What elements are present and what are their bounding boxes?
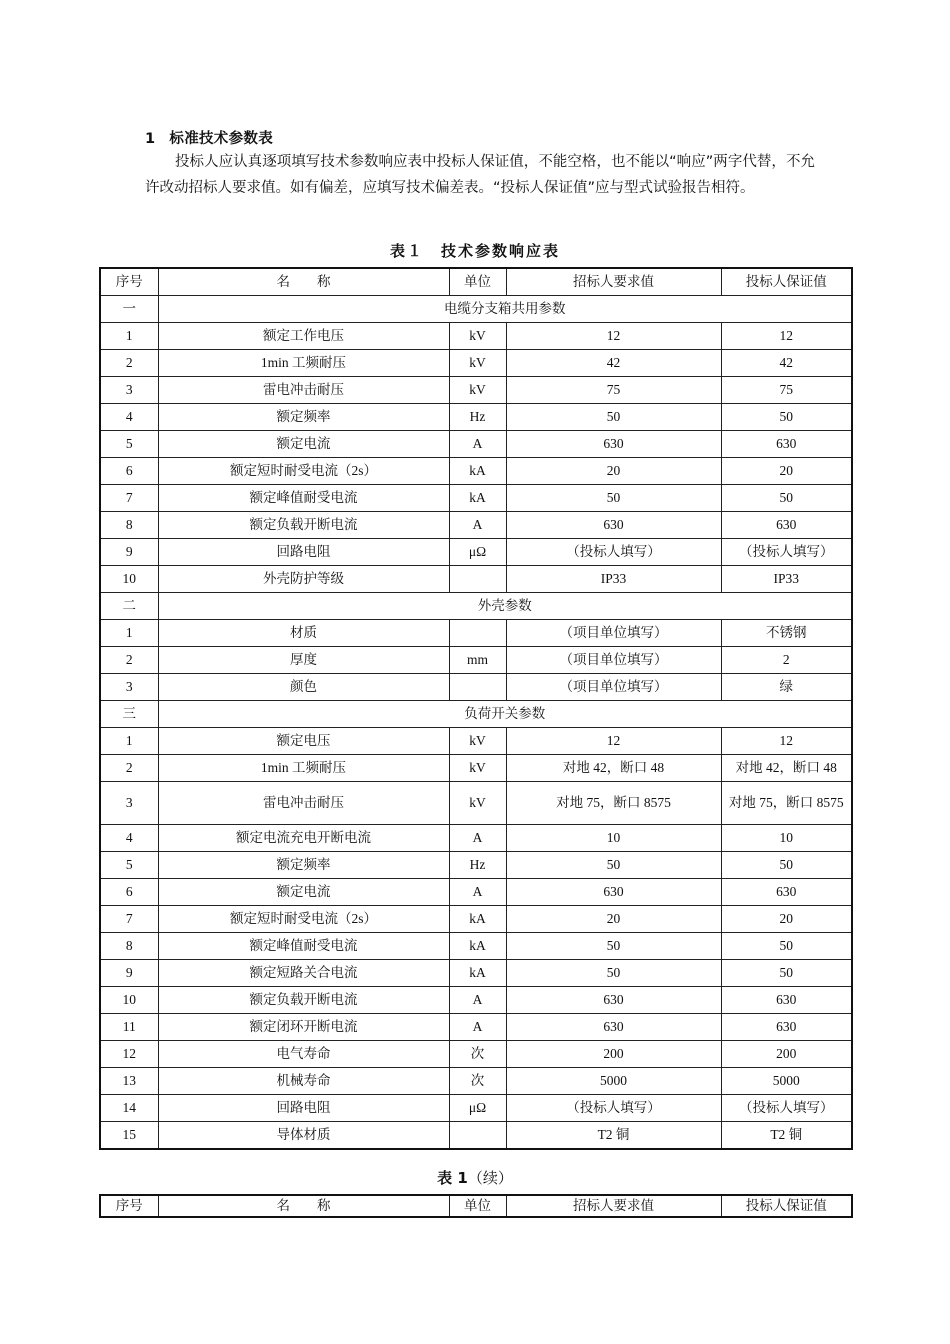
cell-guaranteed-value: 630 — [721, 987, 852, 1014]
cell-guaranteed-value: 20 — [721, 458, 852, 485]
cell-unit — [449, 1122, 506, 1150]
cell-guaranteed-value: 12 — [721, 323, 852, 350]
cell-unit: A — [449, 987, 506, 1014]
cell-name: 1min 工频耐压 — [158, 755, 449, 782]
table-row — [100, 566, 852, 593]
cell-name: 机械寿命 — [158, 1068, 449, 1095]
group-row — [100, 701, 852, 728]
cell-required-value: IP33 — [506, 566, 721, 593]
group-title: 负荷开关参数 — [158, 701, 852, 728]
header-guaranteed-value: 投标人保证值 — [721, 1195, 852, 1217]
intro-paragraph: 投标人应认真逐项填写技术参数响应表中投标人保证值，不能空格，也不能以“响应”两字代替，不允许改动招标人要求值。如有偏差，应填写技术偏差表。“投标人保证值”应与型式试验报告相符。 — [145, 154, 815, 196]
cell-name: 雷电冲击耐压 — [158, 377, 449, 404]
cell-guaranteed-value: 630 — [721, 879, 852, 906]
cell-name: 额定频率 — [158, 404, 449, 431]
cell-index: 8 — [100, 512, 158, 539]
header-required-value: 招标人要求值 — [506, 1195, 721, 1217]
cell-name: 回路电阻 — [158, 1095, 449, 1122]
table-row — [100, 987, 852, 1014]
cell-guaranteed-value: 20 — [721, 906, 852, 933]
cell-index: 8 — [100, 933, 158, 960]
cell-index: 10 — [100, 566, 158, 593]
cell-guaranteed-value: 630 — [721, 512, 852, 539]
cell-name: 材质 — [158, 620, 449, 647]
cell-unit: Hz — [449, 852, 506, 879]
table-row — [100, 1068, 852, 1095]
cell-index: 3 — [100, 782, 158, 825]
cell-guaranteed-value: 630 — [721, 431, 852, 458]
table-row — [100, 906, 852, 933]
cell-unit: kA — [449, 906, 506, 933]
table-row — [100, 1014, 852, 1041]
table-row — [100, 431, 852, 458]
cell-unit: kV — [449, 323, 506, 350]
cell-name: 额定峰值耐受电流 — [158, 485, 449, 512]
table-row — [100, 852, 852, 879]
cell-required-value: （项目单位填写） — [506, 647, 721, 674]
cell-index: 1 — [100, 323, 158, 350]
table-row — [100, 1041, 852, 1068]
cell-name: 1min 工频耐压 — [158, 350, 449, 377]
cell-name: 额定负载开断电流 — [158, 512, 449, 539]
cell-unit: kV — [449, 728, 506, 755]
table-row — [100, 879, 852, 906]
cell-required-value: 对地 75，断口 8575 — [506, 782, 721, 825]
cell-required-value: （项目单位填写） — [506, 674, 721, 701]
table-row — [100, 512, 852, 539]
section-heading — [145, 127, 273, 148]
cell-name: 电气寿命 — [158, 1041, 449, 1068]
cell-unit — [449, 674, 506, 701]
table-row — [100, 458, 852, 485]
technical-parameter-table-continued — [99, 1194, 853, 1218]
cell-unit: A — [449, 1014, 506, 1041]
cell-name: 额定短时耐受电流（2s） — [158, 458, 449, 485]
table-caption: 表１ 技术参数响应表 — [389, 242, 560, 260]
cell-required-value: 50 — [506, 404, 721, 431]
cell-index: 9 — [100, 960, 158, 987]
cell-required-value: 20 — [506, 458, 721, 485]
cell-index: 4 — [100, 825, 158, 852]
cell-index: 9 — [100, 539, 158, 566]
cell-guaranteed-value: 对地 75，断口 8575 — [721, 782, 852, 825]
cell-guaranteed-value: 50 — [721, 933, 852, 960]
cell-guaranteed-value: 50 — [721, 485, 852, 512]
cell-unit: mm — [449, 647, 506, 674]
cell-required-value: 630 — [506, 1014, 721, 1041]
header-name: 名 称 — [158, 268, 449, 296]
cell-unit: A — [449, 431, 506, 458]
cell-guaranteed-value: 5000 — [721, 1068, 852, 1095]
table-row — [100, 1122, 852, 1150]
cell-index: 11 — [100, 1014, 158, 1041]
cell-name: 导体材质 — [158, 1122, 449, 1150]
group-title: 外壳参数 — [158, 593, 852, 620]
table-header-row — [100, 1195, 852, 1217]
cell-index: 15 — [100, 1122, 158, 1150]
table-row — [100, 960, 852, 987]
table-row — [100, 755, 852, 782]
cell-required-value: 50 — [506, 852, 721, 879]
table-row — [100, 350, 852, 377]
cell-required-value: （投标人填写） — [506, 539, 721, 566]
cell-guaranteed-value: 50 — [721, 404, 852, 431]
header-index: 序号 — [100, 268, 158, 296]
table-row — [100, 539, 852, 566]
cell-name: 额定峰值耐受电流 — [158, 933, 449, 960]
cell-required-value: 630 — [506, 879, 721, 906]
cell-name: 雷电冲击耐压 — [158, 782, 449, 825]
cell-name: 外壳防护等级 — [158, 566, 449, 593]
cell-unit: kA — [449, 933, 506, 960]
header-guaranteed-value: 投标人保证值 — [721, 268, 852, 296]
group-title: 电缆分支箱共用参数 — [158, 296, 852, 323]
cell-required-value: T2 铜 — [506, 1122, 721, 1150]
cell-name: 额定闭环开断电流 — [158, 1014, 449, 1041]
cell-guaranteed-value: T2 铜 — [721, 1122, 852, 1150]
table-row — [100, 323, 852, 350]
cell-name: 颜色 — [158, 674, 449, 701]
header-unit: 单位 — [449, 268, 506, 296]
table-row — [100, 825, 852, 852]
cell-unit: kV — [449, 377, 506, 404]
cell-required-value: 12 — [506, 728, 721, 755]
table-header-row — [100, 268, 852, 296]
cell-guaranteed-value: （投标人填写） — [721, 1095, 852, 1122]
cell-unit: 次 — [449, 1041, 506, 1068]
cell-unit: kA — [449, 485, 506, 512]
cell-name: 厚度 — [158, 647, 449, 674]
group-index: 二 — [100, 593, 158, 620]
table-row — [100, 933, 852, 960]
table-row — [100, 647, 852, 674]
cell-unit: kA — [449, 960, 506, 987]
cell-unit: A — [449, 879, 506, 906]
cell-name: 回路电阻 — [158, 539, 449, 566]
cell-required-value: 200 — [506, 1041, 721, 1068]
cell-guaranteed-value: 对地 42，断口 48 — [721, 755, 852, 782]
cell-guaranteed-value: 10 — [721, 825, 852, 852]
cell-guaranteed-value: 630 — [721, 1014, 852, 1041]
cell-unit: 次 — [449, 1068, 506, 1095]
table-row — [100, 485, 852, 512]
technical-parameter-table — [99, 267, 853, 1150]
cell-unit: A — [449, 825, 506, 852]
cell-unit: Hz — [449, 404, 506, 431]
section-title: 标准技术参数表 — [169, 131, 273, 147]
cell-index: 2 — [100, 755, 158, 782]
header-unit: 单位 — [449, 1195, 506, 1217]
cell-required-value: 75 — [506, 377, 721, 404]
table-continued-caption-label: 表 1 — [437, 1169, 468, 1187]
cell-guaranteed-value: 200 — [721, 1041, 852, 1068]
header-required-value: 招标人要求值 — [506, 268, 721, 296]
section-number: 1 — [145, 131, 156, 147]
cell-unit: kV — [449, 782, 506, 825]
cell-index: 10 — [100, 987, 158, 1014]
cell-unit: μΩ — [449, 539, 506, 566]
cell-name: 额定短路关合电流 — [158, 960, 449, 987]
cell-index: 14 — [100, 1095, 158, 1122]
cell-index: 1 — [100, 728, 158, 755]
cell-guaranteed-value: 不锈钢 — [721, 620, 852, 647]
cell-name: 额定负载开断电流 — [158, 987, 449, 1014]
cell-index: 1 — [100, 620, 158, 647]
cell-index: 2 — [100, 647, 158, 674]
cell-required-value: 50 — [506, 933, 721, 960]
cell-unit: kA — [449, 458, 506, 485]
cell-required-value: 50 — [506, 960, 721, 987]
cell-required-value: 20 — [506, 906, 721, 933]
cell-required-value: 42 — [506, 350, 721, 377]
cell-required-value: 10 — [506, 825, 721, 852]
header-index: 序号 — [100, 1195, 158, 1217]
group-row — [100, 593, 852, 620]
table-row — [100, 674, 852, 701]
cell-required-value: （投标人填写） — [506, 1095, 721, 1122]
cell-name: 额定电流 — [158, 431, 449, 458]
table-row — [100, 620, 852, 647]
cell-guaranteed-value: 2 — [721, 647, 852, 674]
cell-required-value: 5000 — [506, 1068, 721, 1095]
cell-unit: kV — [449, 350, 506, 377]
cell-index: 3 — [100, 674, 158, 701]
cell-index: 12 — [100, 1041, 158, 1068]
cell-index: 13 — [100, 1068, 158, 1095]
cell-required-value: （项目单位填写） — [506, 620, 721, 647]
table-row — [100, 1095, 852, 1122]
cell-guaranteed-value: 绿 — [721, 674, 852, 701]
cell-index: 4 — [100, 404, 158, 431]
group-row — [100, 296, 852, 323]
cell-index: 5 — [100, 852, 158, 879]
cell-index: 5 — [100, 431, 158, 458]
cell-required-value: 50 — [506, 485, 721, 512]
cell-name: 额定频率 — [158, 852, 449, 879]
cell-name: 额定电流 — [158, 879, 449, 906]
cell-unit: μΩ — [449, 1095, 506, 1122]
group-index: 一 — [100, 296, 158, 323]
cell-guaranteed-value: 12 — [721, 728, 852, 755]
table-row — [100, 377, 852, 404]
table-continued-caption — [0, 1167, 950, 1188]
cell-name: 额定工作电压 — [158, 323, 449, 350]
header-name: 名 称 — [158, 1195, 449, 1217]
table-row — [100, 728, 852, 755]
cell-unit — [449, 620, 506, 647]
cell-guaranteed-value: IP33 — [721, 566, 852, 593]
cell-required-value: 对地 42，断口 48 — [506, 755, 721, 782]
cell-guaranteed-value: 75 — [721, 377, 852, 404]
table-row — [100, 404, 852, 431]
cell-name: 额定电压 — [158, 728, 449, 755]
cell-name: 额定短时耐受电流（2s） — [158, 906, 449, 933]
cell-guaranteed-value: 50 — [721, 852, 852, 879]
table-continued-caption-suffix: （续） — [467, 1169, 513, 1187]
cell-index: 2 — [100, 350, 158, 377]
cell-guaranteed-value: （投标人填写） — [721, 539, 852, 566]
group-index: 三 — [100, 701, 158, 728]
cell-guaranteed-value: 50 — [721, 960, 852, 987]
cell-unit: A — [449, 512, 506, 539]
cell-unit — [449, 566, 506, 593]
cell-index: 7 — [100, 485, 158, 512]
cell-guaranteed-value: 42 — [721, 350, 852, 377]
cell-required-value: 12 — [506, 323, 721, 350]
table-row — [100, 782, 852, 825]
cell-index: 7 — [100, 906, 158, 933]
cell-name: 额定电流充电开断电流 — [158, 825, 449, 852]
cell-required-value: 630 — [506, 987, 721, 1014]
cell-required-value: 630 — [506, 512, 721, 539]
cell-index: 3 — [100, 377, 158, 404]
cell-required-value: 630 — [506, 431, 721, 458]
cell-index: 6 — [100, 458, 158, 485]
cell-index: 6 — [100, 879, 158, 906]
cell-unit: kV — [449, 755, 506, 782]
